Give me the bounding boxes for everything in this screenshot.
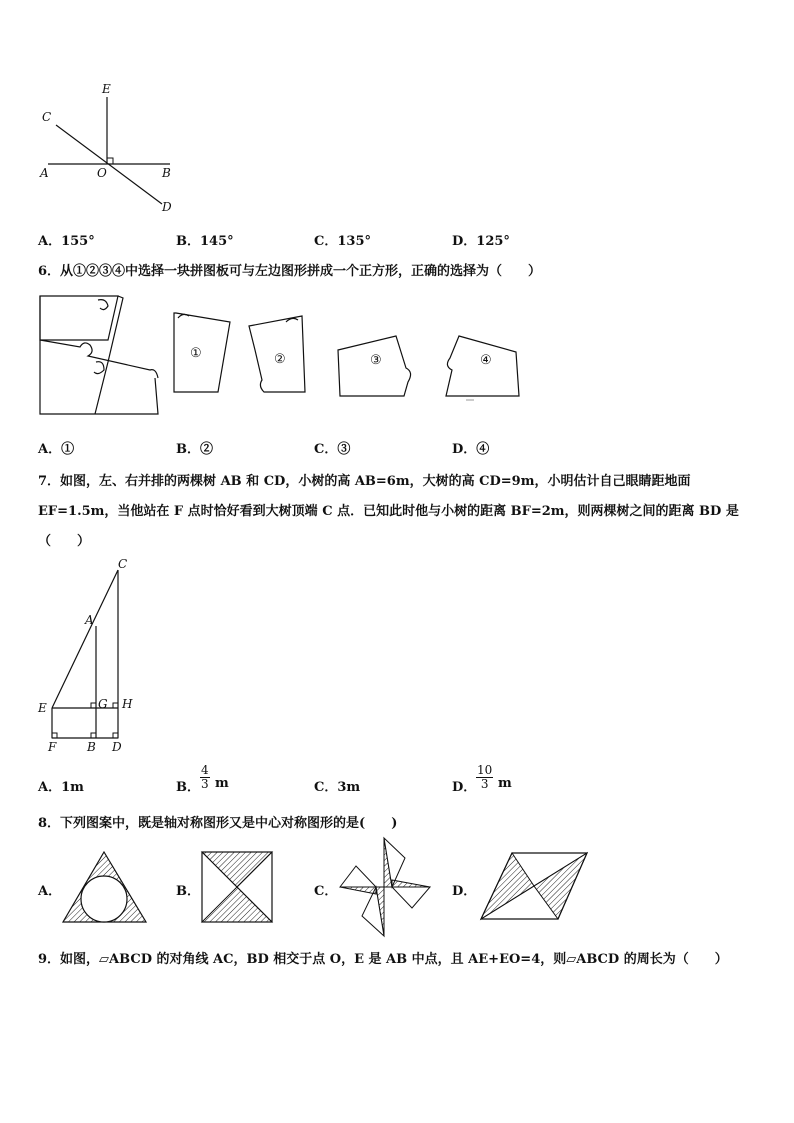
q6-piece-3-label: ③ [370,353,382,368]
q7-option-c[interactable]: C．3m [314,780,361,795]
q8-stem: 8．下列图案中，既是轴对称图形又是中心对称图形的是( ) [38,816,398,831]
q7-stem-line2: EF=1.5m，当他站在 F 点时恰好看到大树顶端 C 点．已知此时他与小树的距离 BF=2m，则两棵树之间的距离 BD 是 [38,504,739,519]
q6-option-c[interactable]: C．③ [314,442,351,457]
q5-label-o: O [97,166,107,180]
q7-option-b-numerator: 4 [201,763,209,777]
q5-label-a: A [40,166,49,180]
q7-label-b: B [87,740,96,754]
q7-stem-line3: （ ） [38,534,91,549]
q6-option-b[interactable]: B．② [176,442,213,457]
q7-label-d: D [112,740,122,754]
q7-label-g: G [98,697,108,711]
q7-label-h: H [122,697,133,711]
q6-option-a[interactable]: A．① [38,442,75,457]
q7-option-d-denominator: 3 [480,777,489,791]
q7-label-c: C [118,557,128,571]
q7-option-d-prefix[interactable]: D． [452,780,477,795]
q5-label-c: C [42,110,52,124]
q8-option-d[interactable]: D． [452,884,477,899]
q6-piece-4-label: ④ [480,353,492,368]
q7-label-f: F [48,740,57,754]
q7-option-d-unit: m [498,776,512,791]
q6-piece-1-label: ① [190,346,202,361]
q9-stem: 9．如图，▱ABCD 的对角线 AC，BD 相交于点 O，E 是 AB 中点，且 AE+EO=4，则▱ABCD 的周长为（ ） [38,952,728,967]
q5-option-a[interactable]: A．155° [38,234,95,249]
q7-option-b-denominator: 3 [201,777,209,791]
q5-option-d[interactable]: D．125° [452,234,510,249]
q7-option-b-prefix[interactable]: B． [176,780,200,795]
q5-label-e: E [102,82,111,96]
q7-option-d-numerator: 10 [477,763,493,777]
q8-option-c[interactable]: C． [314,884,338,899]
q5-label-b: B [162,166,171,180]
q7-label-e: E [38,701,47,715]
q5-option-c[interactable]: C．135° [314,234,371,249]
q7-label-a: A [85,613,94,627]
q8-option-a[interactable]: A． [38,884,62,899]
q7-option-b-unit: m [215,776,229,791]
q5-option-b[interactable]: B．145° [176,234,234,249]
q7-option-a[interactable]: A．1m [38,780,84,795]
q7-stem-line1: 7．如图，左、右并排的两棵树 AB 和 CD，小树的高 AB=6m，大树的高 CD=9m，小明估计自己眼睛距地面 [38,474,691,489]
q6-option-d[interactable]: D．④ [452,442,490,457]
q6-stem: 6．从①②③④中选择一块拼图板可与左边图形拼成一个正方形，正确的选择为（ ） [38,264,542,279]
q5-label-d: D [162,200,172,214]
q6-piece-2-label: ② [274,352,286,367]
q8-option-b[interactable]: B． [176,884,200,899]
